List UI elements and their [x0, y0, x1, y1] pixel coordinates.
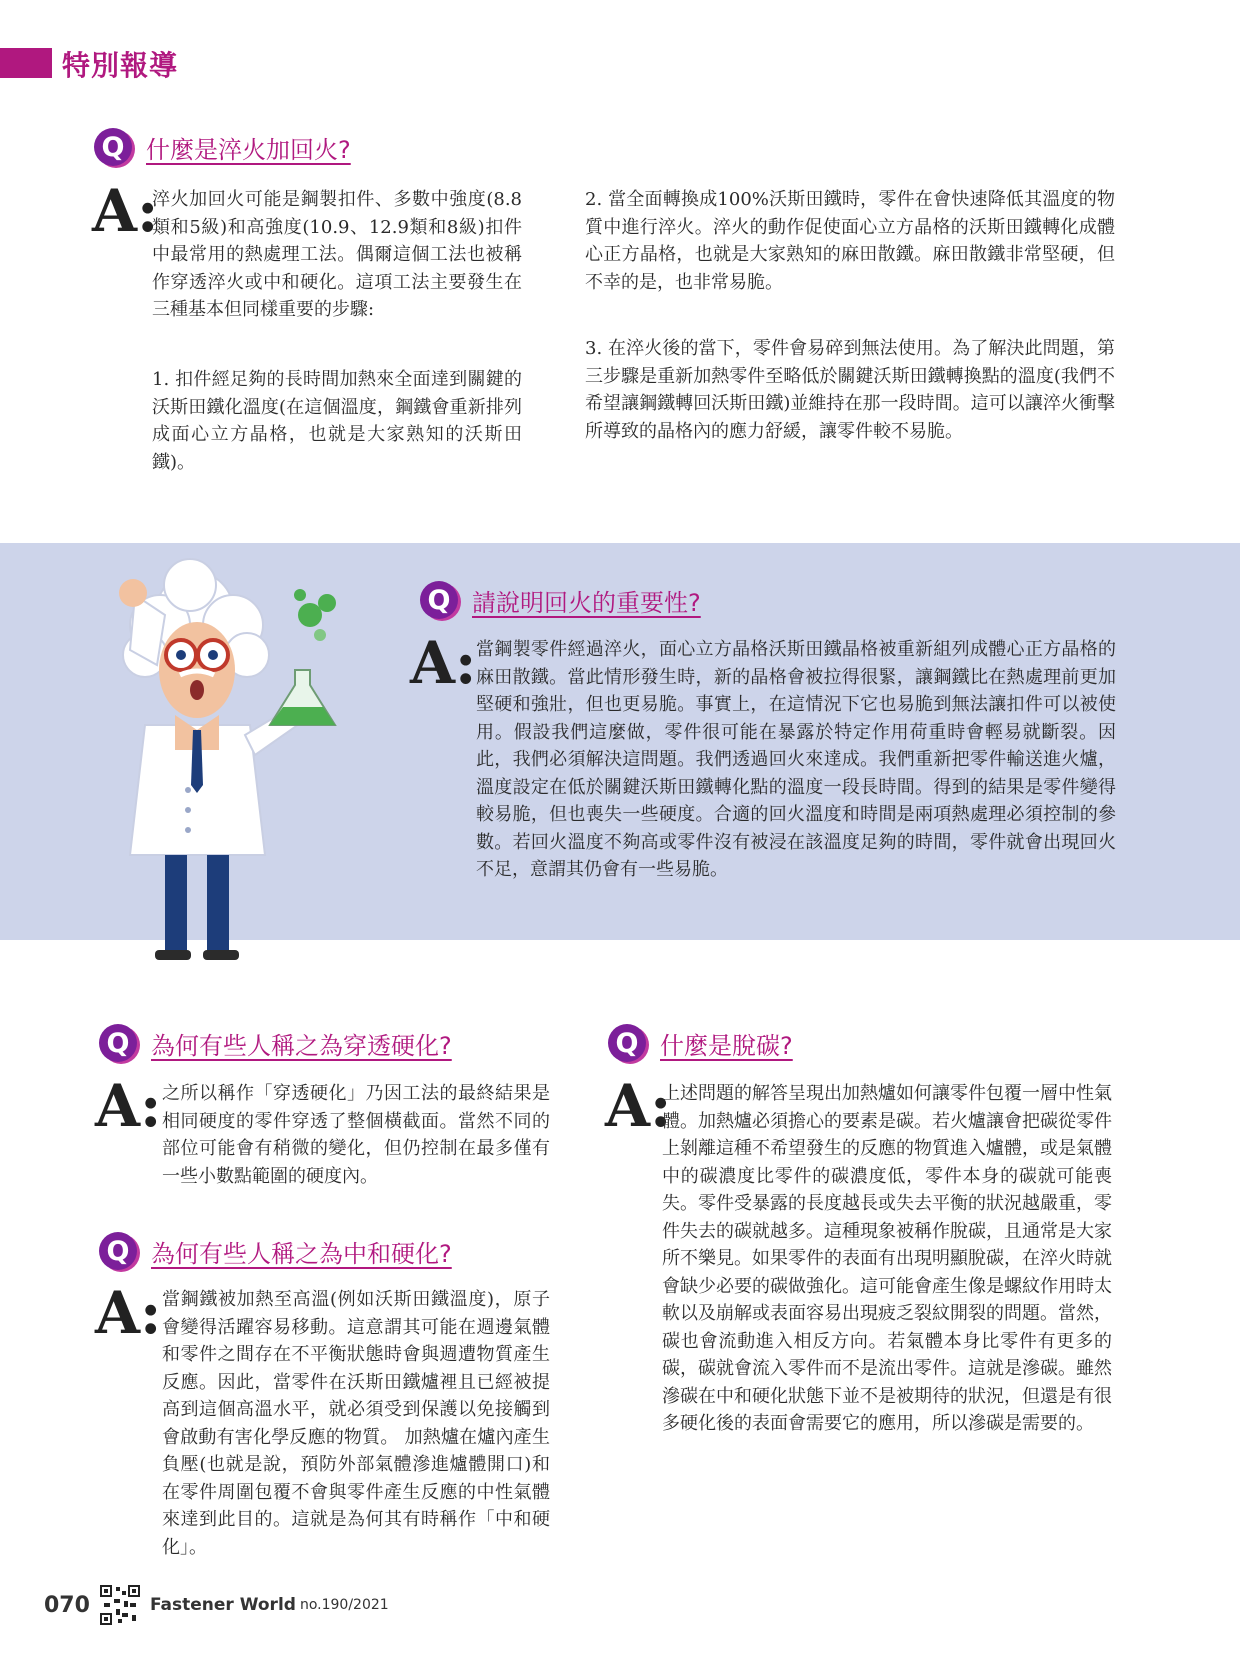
answer-letter: A:: [410, 629, 477, 697]
answer-letter: A:: [95, 1279, 162, 1347]
question-heading-through-hardening: [99, 1024, 452, 1062]
step-2-text: 2. 當全面轉換成100%沃斯田鐵時，零件在會快速降低其溫度的物質中進行淬火。淬火的動作促使面心立方晶格的沃斯田鐵轉化成體心正方晶格，也就是大家熟知的麻田散鐵。麻田散鐵非常堅硬，但不幸的是，也非常易脆。: [585, 189, 1115, 293]
magazine-name: Fastener World: [149, 1595, 296, 1615]
question-text: 為何有些人稱之為穿透硬化?: [151, 1031, 452, 1060]
question-badge-icon: Q: [99, 1024, 137, 1062]
question-text: 什麼是脫碳?: [660, 1031, 793, 1060]
answer-intro: 淬火加回火可能是鋼製扣件、多數中強度(8.8類和5級)和高強度(10.9、12.9類和8級)扣件中最常用的熱處理工法。偶爾這個工法也被稱作穿透淬火或中和硬化。這項工法主要發生在三種基本但同樣重要的步驟:: [152, 189, 522, 320]
decarburization-answer: 上述問題的解答呈現出加熱爐如何讓零件包覆一層中性氣體。加熱爐必須擔心的要素是碳。若火爐讓會把碳從零件上剝離這種不希望發生的反應的物質進入爐體，或是氣體中的碳濃度比零件的碳濃度低，零件本身的碳就可能喪失。零件受暴露的長度越長或失去平衡的狀況越嚴重，零件失去的碳就越多。這種現象被稱作脫碳，且通常是大家所不樂見。如果零件的表面有出現明顯脫碳，在淬火時就會缺少必要的碳做強化。這可能會產生像是螺紋作用時太軟以及崩解或表面容易出現疲乏裂紋開裂的問題。當然，碳也會流動進入相反方向。若氣體本身比零件有更多的碳，碳就會流入零件而不是流出零件。這就是滲碳。雖然滲碳在中和硬化狀態下並不是被期待的狀況，但還是有很多硬化後的表面會需要它的應用，所以滲碳是需要的。: [662, 1083, 1112, 1434]
question-heading-decarburization: [608, 1024, 793, 1062]
page-number: 070: [44, 1592, 90, 1618]
question-heading-neutral-hardening: [99, 1232, 452, 1270]
question-badge-icon: Q: [608, 1024, 646, 1062]
page-footer: [44, 1585, 389, 1625]
answer-letter: A:: [95, 1072, 162, 1140]
tempering-answer: 當鋼製零件經過淬火，面心立方晶格沃斯田鐵晶格被重新組列成體心正方晶格的麻田散鐵。當此情形發生時，新的晶格會被拉得很緊，讓鋼鐵比在熱處理前更加堅硬和強壯，但也更易脆。事實上，在這情況下它也易脆到無法讓扣件可以被使用。假設我們這麼做，零件很可能在暴露於特定作用荷重時會輕易就斷裂。因此，我們必須解決這問題。我們透過回火來達成。我們重新把零件輸送進火爐，溫度設定在低於關鍵沃斯田鐵轉化點的溫度一段長時間。得到的結果是零件變得較易脆，但也喪失一些硬度。合適的回火溫度和時間是兩項熱處理必須控制的參數。若回火溫度不夠高或零件沒有被浸在該溫度足夠的時間，零件就會出現回火不足，意謂其仍會有一些易脆。: [476, 639, 1116, 880]
question-badge-icon: Q: [420, 581, 458, 619]
question-text: 什麼是淬火加回火?: [146, 135, 351, 164]
answer-letter: A:: [605, 1072, 672, 1140]
step-3-text: 3. 在淬火後的當下，零件會易碎到無法使用。為了解決此問題，第三步驟是重新加熱零件至略低於關鍵沃斯田鐵轉換點的溫度(我們不希望讓鋼鐵轉回沃斯田鐵)並維持在那一段時間。這可以讓淬火衝擊所導致的晶格內的應力舒緩，讓零件較不易脆。: [585, 338, 1115, 442]
issue-number: no.190/2021: [299, 1597, 389, 1613]
question-heading-quench: [94, 128, 351, 166]
question-text: 為何有些人稱之為中和硬化?: [151, 1239, 452, 1268]
step-1-text: 1. 扣件經足夠的長時間加熱來全面達到關鍵的沃斯田鐵化溫度(在這個溫度，鋼鐵會重新排列成面心立方晶格，也就是大家熟知的沃斯田鐵)。: [152, 369, 522, 473]
answer-letter: A:: [92, 177, 159, 245]
qr-code-icon: [100, 1585, 140, 1625]
question-heading-tempering: [420, 581, 701, 619]
question-badge-icon: Q: [94, 128, 132, 166]
question-badge-icon: Q: [99, 1232, 137, 1270]
section-title: 特別報導: [62, 49, 179, 82]
scientist-illustration: [95, 555, 385, 970]
neutral-hardening-answer: 當鋼鐵被加熱至高溫(例如沃斯田鐵溫度)，原子會變得活躍容易移動。這意謂其可能在週邊氣體和零件之間存在不平衡狀態時會與週遭物質產生反應。因此，當零件在沃斯田鐵爐裡且已經被提高到這個高溫水平，就必須受到保護以免接觸到會啟動有害化學反應的物質。 加熱爐在爐內產生負壓(也就是說，預防外部氣體滲進爐體開口)和在零件周圍包覆不會與零件產生反應的中性氣體來達到此目的。這就是為何其有時稱作「中和硬化」。: [162, 1289, 550, 1558]
through-hardening-answer: 之所以稱作「穿透硬化」乃因工法的最終結果是相同硬度的零件穿透了整個橫截面。當然不同的部位可能會有稍微的變化，但仍控制在最多僅有一些小數點範圍的硬度內。: [162, 1083, 550, 1187]
section-color-bar: [0, 48, 52, 78]
question-text: 請說明回火的重要性?: [472, 588, 701, 617]
